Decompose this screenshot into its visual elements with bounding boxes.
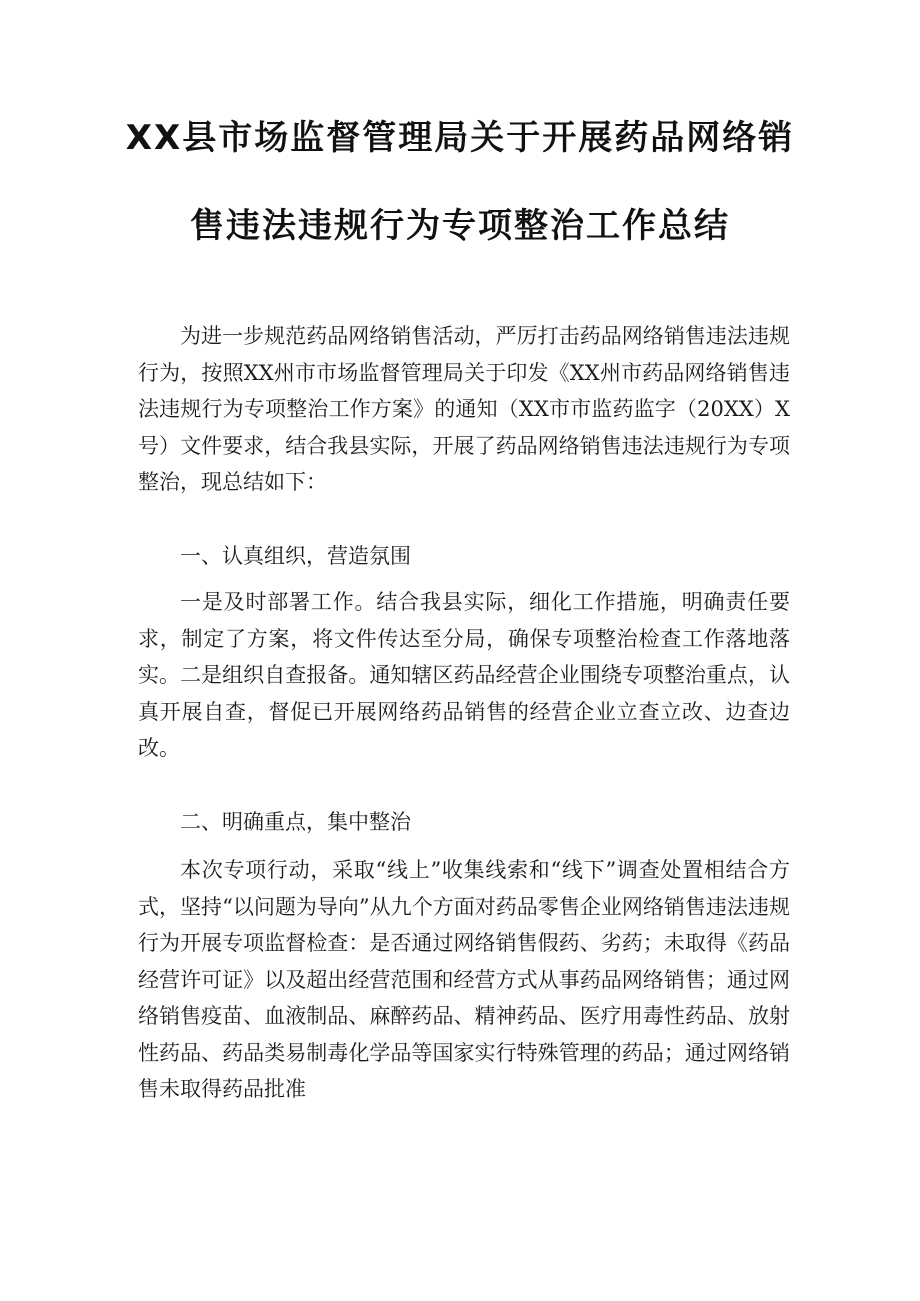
document-title-line-1: XX县市场监督管理局关于开展药品网络销	[125, 118, 795, 158]
section-1-heading: 一、认真组织，营造氛围	[180, 544, 411, 568]
intro-paragraph: 为进一步规范药品网络销售活动，严厉打击药品网络销售违法违规行为，按照XX州市市场监督管理局关于印发《XX州市药品网络销售违法违规行为专项整治工作方案》的通知（XX市市监药监字（20XX）X号）文件要求，结合我县实际，开展了药品网络销售违法违规行为专项整治，现总结如下：	[138, 324, 790, 494]
section-1-paragraph: 一是及时部署工作。结合我县实际，细化工作措施，明确责任要求，制定了方案，将文件传达至分局，确保专项整治检查工作落地落实。二是组织自查报备。通知辖区药品经营企业围绕专项整治重点，认真开展自查，督促已开展网络药品销售的经营企业立查立改、边查边改。	[138, 590, 790, 760]
document-title-line-2: 售违法违规行为专项整治工作总结	[190, 206, 730, 246]
section-2-heading: 二、明确重点，集中整治	[180, 810, 411, 834]
section-2-paragraph: 本次专项行动，采取“线上”收集线索和“线下”调查处置相结合方式，坚持“以问题为导向”从九个方面对药品零售企业网络销售违法违规行为开展专项监督检查：是否通过网络销售假药、劣药；未取得《药品经营许可证》以及超出经营范围和经营方式从事药品网络销售；通过网络销售疫苗、血液制品、麻醉药品、精神药品、医疗用毒性药品、放射性药品、药品类易制毒化学品等国家实行特殊管理的药品；通过网络销售未取得药品批准	[138, 858, 790, 1101]
